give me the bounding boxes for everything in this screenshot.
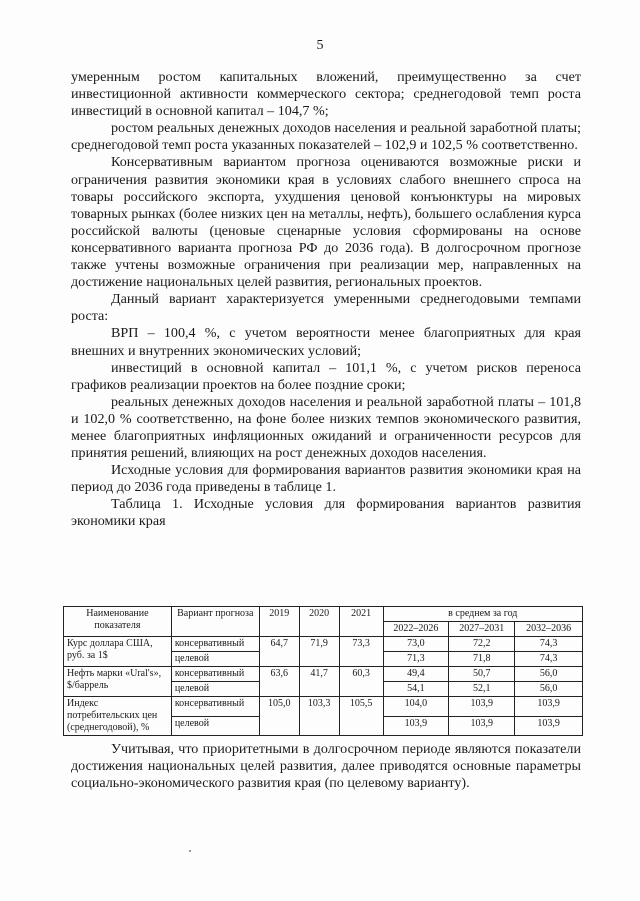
header-2021: 2021 <box>339 607 383 637</box>
paragraph: Консервативным вариантом прогноза оцениваются возможные риски и ограничения развития экономики края в условиях слабого внешнего спроса на товары российского экспорта, ухудшения ценовой конъюнктуры на мировых товарных рынках (более низких цен на металлы, нефть), большего ослабления курса российской валюты (ценовые сценарные условия сформированы на основе консервативного варианта прогноза РФ до 2036 года). В долгосрочном прогнозе также учтены возможные ограничения при реализации мер, направленных на достижение национальных целей развития, региональных проектов. <box>71 154 581 291</box>
header-2019: 2019 <box>259 607 299 637</box>
header-variant: Вариант прогноза <box>171 607 259 637</box>
table-row <box>64 697 583 717</box>
value-cell: 71,9 <box>299 637 339 667</box>
variant-cell: целевой <box>171 682 259 697</box>
header-period: 2022–2026 <box>383 622 449 637</box>
value-cell: 71,8 <box>449 652 515 667</box>
value-cell: 105,5 <box>339 697 383 736</box>
paragraph: ростом реальных денежных доходов населения и реальной заработной платы; среднегодовой темп роста указанных показателей – 102,9 и 102,5 % соответственно. <box>71 120 581 154</box>
value-cell: 56,0 <box>515 682 583 697</box>
paragraph: Исходные условия для формирования вариантов развития экономики края на период до 2036 года приведены в таблице 1. <box>71 462 581 496</box>
paragraph: ВРП – 100,4 %, с учетом вероятности менее благоприятных для края внешних и внутренних экономических условий; <box>71 325 581 359</box>
page-number: 5 <box>316 38 324 53</box>
value-cell: 74,3 <box>515 637 583 652</box>
table-caption: Таблица 1. Исходные условия для формирования вариантов развития экономики края <box>71 496 581 530</box>
document-body <box>71 69 581 531</box>
paragraph: инвестиций в основной капитал – 101,1 %, с учетом рисков переноса графиков реализации проектов на более поздние сроки; <box>71 359 581 393</box>
indicator-cell: Индекс потребительских цен (среднегодовой), % <box>64 697 172 736</box>
value-cell: 64,7 <box>259 637 299 667</box>
table-row <box>64 667 583 682</box>
paragraph: Учитывая, что приоритетными в долгосрочном периоде являются показатели достижения национальных целей развития, далее приводятся основные параметры социально-экономического развития края (по целевому варианту). <box>71 741 581 792</box>
header-period: 2027–2031 <box>449 622 515 637</box>
value-cell: 54,1 <box>383 682 449 697</box>
value-cell: 71,3 <box>383 652 449 667</box>
value-cell: 73,3 <box>339 637 383 667</box>
variant-cell: целевой <box>171 716 259 736</box>
header-average: в среднем за год <box>383 607 582 622</box>
value-cell: 63,6 <box>259 667 299 697</box>
value-cell: 104,0 <box>383 697 449 717</box>
indicator-cell: Курс доллара США, руб. за 1$ <box>64 637 172 667</box>
paragraph: Данный вариант характеризуется умеренными среднегодовыми темпами роста: <box>71 291 581 325</box>
indicator-cell: Нефть марки «Ural's», $/баррель <box>64 667 172 697</box>
value-cell: 103,9 <box>383 716 449 736</box>
table-row <box>64 637 583 652</box>
value-cell: 103,9 <box>515 716 583 736</box>
table-header-row <box>64 607 583 622</box>
closing-section <box>71 741 581 792</box>
variant-cell: консервативный <box>171 637 259 652</box>
value-cell: 105,0 <box>259 697 299 736</box>
variant-cell: целевой <box>171 652 259 667</box>
value-cell: 103,9 <box>449 716 515 736</box>
value-cell: 103,9 <box>449 697 515 717</box>
value-cell: 72,2 <box>449 637 515 652</box>
value-cell: 60,3 <box>339 667 383 697</box>
variant-cell: консервативный <box>171 697 259 717</box>
paragraph: умеренным ростом капитальных вложений, преимущественно за счет инвестиционной активности коммерческого сектора; среднегодовой темп роста инвестиций в основной капитал – 104,7 %; <box>71 69 581 120</box>
paragraph: реальных денежных доходов населения и реальной заработной платы – 101,8 и 102,0 % соответственно, на фоне более низких темпов экономического развития, менее благоприятных инфляционных ожиданий и ограниченности ресурсов для принятия решений, влияющих на рост денежных доходов населения. <box>71 393 581 462</box>
value-cell: 50,7 <box>449 667 515 682</box>
value-cell: 74,3 <box>515 652 583 667</box>
value-cell: 56,0 <box>515 667 583 682</box>
header-period: 2032–2036 <box>515 622 583 637</box>
value-cell: 41,7 <box>299 667 339 697</box>
value-cell: 73,0 <box>383 637 449 652</box>
header-indicator: Наименование показателя <box>64 607 172 637</box>
initial-conditions-table <box>63 606 583 736</box>
value-cell: 49,4 <box>383 667 449 682</box>
scan-speck <box>189 850 191 852</box>
variant-cell: консервативный <box>171 667 259 682</box>
value-cell: 103,9 <box>515 697 583 717</box>
header-2020: 2020 <box>299 607 339 637</box>
value-cell: 103,3 <box>299 697 339 736</box>
value-cell: 52,1 <box>449 682 515 697</box>
